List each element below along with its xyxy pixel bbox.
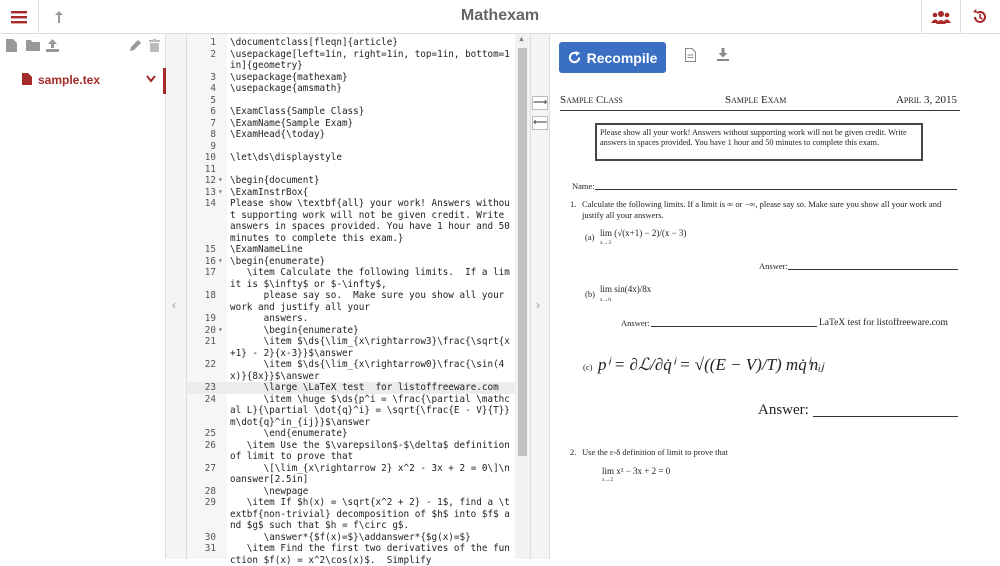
code-line[interactable]	[187, 313, 517, 325]
line-number: 18	[204, 290, 216, 301]
code-text: \ExamInstrBox{	[230, 186, 309, 198]
exam-class: Sample Class	[560, 94, 623, 106]
qb-subscript: x→0	[600, 297, 611, 303]
pdf-page	[560, 90, 965, 559]
name-label: Name:	[572, 181, 595, 191]
scroll-up-arrow-icon[interactable]: ▲	[518, 36, 525, 43]
answer-b-label: Answer:	[621, 318, 650, 328]
line-number: 3	[210, 71, 216, 83]
line-number: 4	[210, 83, 216, 94]
code-text: \answer*{$f(x)=$}\addanswer*{$g(x)=$}	[230, 531, 471, 543]
qb-math: lim sin(4x)/8x	[600, 284, 652, 294]
code-text: Please show \textbf{all} your work! Answers without supporting work will not be given credit. Write answers in spaces provided. You have 1 hour and 50 minutes to complete this exam.}	[230, 198, 516, 244]
line-number: 21	[204, 336, 216, 347]
line-number: 26	[204, 439, 216, 451]
app-title: Mathexam	[460, 7, 540, 24]
code-line[interactable]	[187, 187, 517, 199]
refresh-icon	[568, 51, 581, 64]
q1-text: Calculate the following limits. If a limit is ∞ or −∞, please say so. Make sure you show all your work and justify all your answers.	[582, 199, 942, 220]
code-line[interactable]	[187, 497, 517, 532]
code-line[interactable]	[187, 95, 517, 107]
pencil-icon[interactable]	[130, 39, 142, 54]
code-line[interactable]	[187, 72, 517, 84]
line-number: 14	[204, 198, 216, 209]
sync-to-code-icon[interactable]: ⟵	[533, 117, 548, 128]
code-text: \item $\ds{\lim_{x\rightarrow0}\frac{\sin(4x)}{8x}}$\answer	[230, 359, 505, 382]
file-item-sample[interactable]	[0, 68, 166, 94]
code-line[interactable]	[187, 37, 517, 49]
code-line[interactable]	[187, 198, 517, 244]
code-text: \begin{enumerate}	[230, 255, 326, 267]
code-line[interactable]	[187, 463, 517, 486]
line-number: 13	[204, 186, 216, 198]
code-text: \item Find the first two derivatives of the function $f(x) = x^2\cos(x)$. Simplify	[230, 543, 510, 566]
line-number: 16	[204, 255, 216, 267]
code-line[interactable]	[187, 106, 517, 118]
line-number: 11	[204, 163, 216, 175]
sync-to-pdf-icon[interactable]: ⟶	[533, 97, 548, 108]
download-icon[interactable]	[717, 48, 729, 64]
name-line	[595, 189, 957, 190]
header-rule	[560, 110, 960, 111]
code-text: \item Calculate the following limits. If a limit is $\infty$ or $-\infty$,	[230, 267, 510, 290]
code-line[interactable]	[187, 118, 517, 130]
code-text: \item Use the $\varepsilon$-$\delta$ definition of limit to prove that	[230, 439, 516, 462]
users-icon[interactable]	[922, 0, 960, 34]
top-bar	[0, 0, 1000, 34]
file-toolbar	[0, 34, 165, 60]
editor-scrollbar-thumb[interactable]	[518, 48, 527, 456]
code-text: \ExamName{Sample Exam}	[230, 117, 354, 129]
code-line[interactable]	[187, 256, 517, 268]
qc-label: (c)	[583, 362, 593, 372]
qa-subscript: x→3	[600, 240, 611, 246]
code-line[interactable]	[187, 532, 517, 544]
code-text: \newpage	[230, 485, 309, 497]
line-number: 23	[204, 382, 216, 393]
q2-text: Use the ε-δ definition of limit to prove that	[582, 447, 728, 457]
code-line[interactable]	[187, 141, 517, 153]
code-text: \item $\ds{\lim_{x\rightarrow3}\frac{\sqrt{x+1} - 2}{x-3}}$\answer	[230, 336, 510, 359]
line-number: 29	[204, 497, 216, 508]
line-number: 19	[204, 313, 216, 324]
file-name: sample.tex	[38, 73, 101, 87]
new-folder-icon[interactable]	[26, 39, 40, 54]
line-number: 9	[210, 140, 216, 152]
line-number: 6	[210, 106, 216, 117]
answer-b-line	[651, 326, 817, 327]
line-number: 28	[204, 485, 216, 497]
sidebar-collapse-strip[interactable]	[166, 34, 187, 559]
file-icon	[22, 73, 32, 88]
answer-a-label: Answer:	[759, 261, 788, 271]
code-line[interactable]	[187, 175, 517, 187]
code-text: \begin{enumerate}	[230, 324, 359, 336]
code-text: \item If $h(x) = \sqrt{x^2 + 2} - 1$, find a \textbf{non-trivial} decomposition of $h$ into $f$ and $g$ such that $h = f\circ g$.	[230, 497, 510, 531]
fold-toggle-icon[interactable]: ▾	[218, 255, 223, 265]
line-number: 2	[210, 48, 216, 60]
code-line[interactable]	[187, 336, 517, 359]
line-number: 22	[204, 359, 216, 370]
exam-name: Sample Exam	[725, 94, 787, 106]
code-text: \usepackage{mathexam}	[230, 71, 348, 83]
line-number: 17	[204, 267, 216, 278]
pane-divider[interactable]	[530, 34, 550, 559]
line-number: 15	[204, 244, 216, 255]
exam-date: April 3, 2015	[895, 94, 957, 106]
line-number: 20	[204, 324, 216, 336]
code-editor[interactable]	[187, 34, 530, 566]
code-text: \large \LaTeX test for listoffreeware.com	[230, 382, 499, 393]
code-line[interactable]	[187, 129, 517, 141]
code-text: \usepackage{amsmath}	[230, 83, 342, 94]
q1-number: 1.	[570, 199, 577, 209]
code-text: answers.	[230, 313, 309, 324]
chevron-right-icon[interactable]: ›	[536, 298, 540, 312]
chevron-down-icon[interactable]	[146, 72, 156, 86]
code-text: please say so. Make sure you show all your work and justify all your	[230, 290, 510, 313]
line-number: 30	[204, 531, 216, 543]
code-text: \usepackage[left=1in, right=1in, top=1in, bottom=1in]{geometry}	[230, 48, 510, 71]
line-number: 7	[210, 117, 216, 129]
code-line[interactable]	[187, 290, 517, 313]
q2-subscript: x→2	[602, 477, 613, 483]
fold-toggle-icon[interactable]: ▾	[218, 175, 223, 184]
code-line[interactable]	[187, 359, 517, 382]
line-number: 24	[204, 393, 216, 405]
code-line[interactable]	[187, 325, 517, 337]
code-text: \end{enumerate}	[230, 428, 348, 439]
qc-math: pⁱ = ∂ℒ/∂q̇ⁱ = √((E − V)/T) mq̇ⁱnᵢⱼ	[598, 355, 824, 374]
line-number: 8	[210, 129, 216, 140]
latex-test-text: LaTeX test for listoffreeware.com	[819, 318, 948, 328]
code-line[interactable]	[187, 486, 517, 498]
preview-toolbar	[550, 34, 1000, 80]
code-line[interactable]	[187, 382, 517, 394]
code-text: \ExamNameLine	[230, 244, 303, 255]
code-line[interactable]	[187, 428, 517, 440]
recompile-button[interactable]	[559, 42, 666, 73]
q2-math: lim x² − 3x + 2 = 0	[602, 466, 671, 476]
line-number: 25	[204, 428, 216, 439]
code-text: \item \huge $\ds{p^i = \frac{\partial \mathcal L}{\partial \dot{q}^i} = \sqrt{\frac{E - V}{T}}m\dot{q}^in_{ij}}$\answer	[230, 393, 510, 428]
recompile-label: Recompile	[586, 49, 658, 66]
line-number: 12	[204, 175, 216, 186]
line-number: 1	[210, 37, 216, 48]
line-number: 5	[210, 94, 216, 106]
answer-c-label: Answer:	[758, 402, 809, 418]
code-line[interactable]	[187, 394, 517, 429]
code-text: \begin{document}	[230, 175, 320, 186]
trash-icon[interactable]	[149, 39, 160, 55]
qb-label: (b)	[585, 289, 595, 299]
code-text: \ExamClass{Sample Class}	[230, 106, 365, 117]
qa-label: (a)	[585, 232, 595, 242]
new-file-icon[interactable]	[6, 39, 17, 55]
document-icon[interactable]	[685, 48, 696, 65]
code-text: \let\ds\displaystyle	[230, 152, 342, 163]
fold-toggle-icon[interactable]: ▾	[218, 324, 223, 334]
code-line[interactable]	[187, 267, 517, 290]
code-line[interactable]	[187, 49, 517, 72]
answer-c-line	[813, 416, 958, 417]
instructions-box	[595, 123, 923, 161]
upload-icon[interactable]	[46, 39, 59, 55]
fold-toggle-icon[interactable]: ▾	[218, 186, 223, 196]
code-line[interactable]	[187, 440, 517, 463]
file-sidebar	[0, 34, 166, 559]
code-text: \[\lim_{x\rightarrow 2} x^2 - 3x + 2 = 0\]\noanswer[2.5in]	[230, 462, 510, 485]
code-line[interactable]	[187, 244, 517, 256]
code-line[interactable]	[187, 543, 517, 566]
qa-math: lim (√(x+1) − 2)/(x − 3)	[600, 228, 687, 238]
code-line[interactable]	[187, 152, 517, 164]
line-number: 10	[204, 152, 216, 163]
line-number: 31	[204, 543, 216, 554]
q2-number: 2.	[570, 447, 577, 457]
code-line[interactable]	[187, 83, 517, 95]
code-text: \documentclass[fleqn]{article}	[230, 37, 398, 48]
code-text: \ExamHead{\today}	[230, 129, 326, 140]
chevron-left-icon[interactable]: ‹	[172, 298, 176, 312]
code-line[interactable]	[187, 164, 517, 176]
instructions-text: Please show all your work! Answers without supporting work will not be given credit. Write answers in spaces provided. You have 1 hour and 50 minutes to complete this exam.	[600, 128, 907, 147]
line-number: 27	[204, 462, 216, 474]
answer-a-line	[788, 269, 958, 270]
history-icon[interactable]	[961, 0, 999, 34]
